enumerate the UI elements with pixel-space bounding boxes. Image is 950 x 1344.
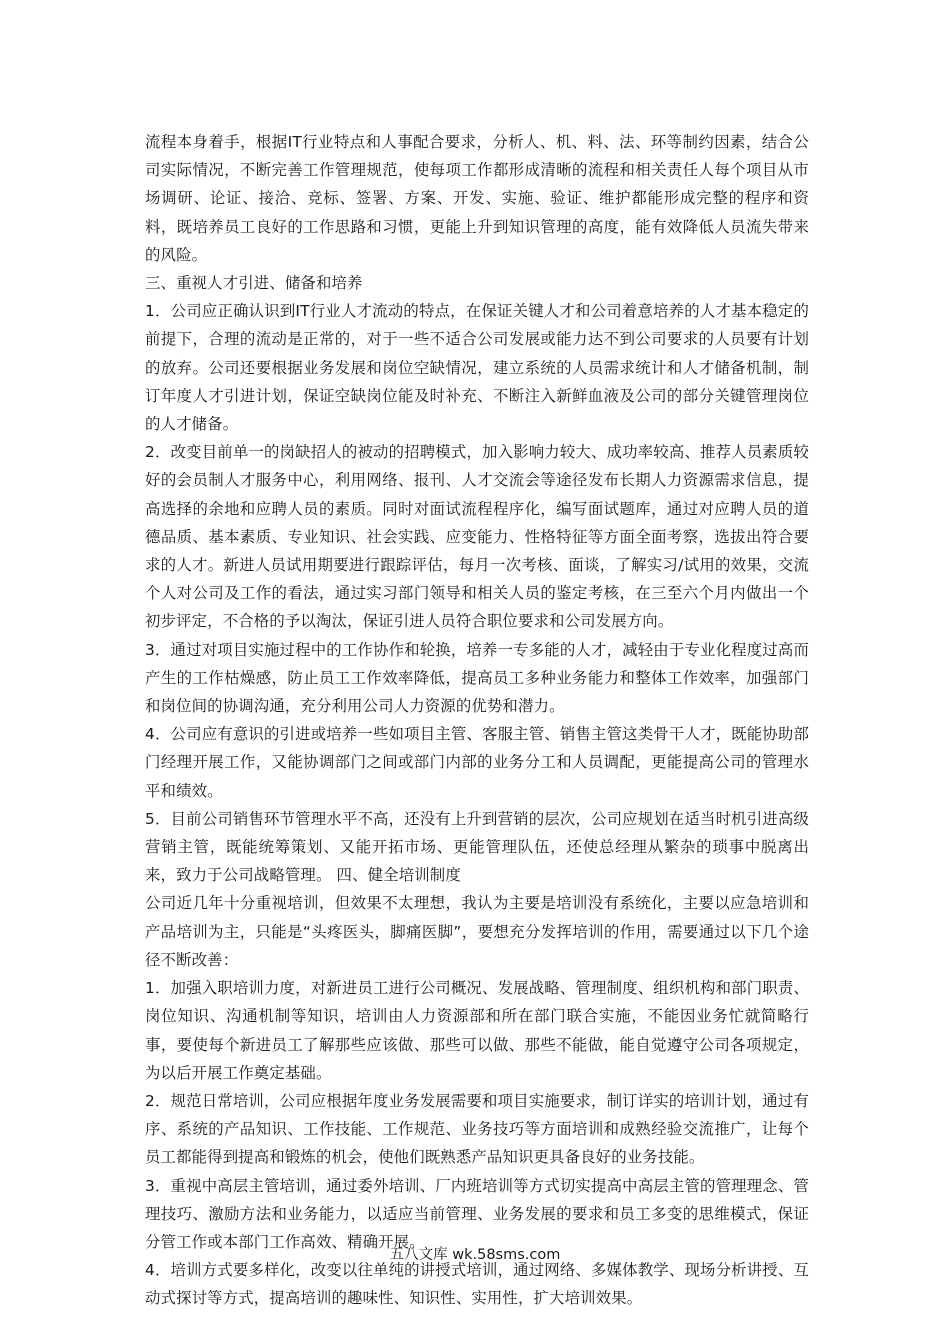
page-footer: 五八文库 wk.58sms.com bbox=[389, 1247, 561, 1263]
paragraph-talent-3: 3．通过对项目实施过程中的工作协作和轮换，培养一专多能的人才，减轻由于专业化程度过高而产生的工作枯燥感，防止员工工作效率降低，提高员工多种业务能力和整体工作效率，加强部门和岗位间的协调沟通，充分利用公司人力资源的优势和潜力。 bbox=[145, 640, 809, 716]
paragraph-training-2: 2．规范日常培训，公司应根据年度业务发展需要和项目实施要求，制订详实的培训计划，通过有序、系统的产品知识、工作技能、工作规范、业务技巧等方面培训和成熟经验交流推广，让每个员工都能得到提高和锻炼的机会，使他们既熟悉产品知识更具备良好的业务技能。 bbox=[145, 1091, 809, 1167]
paragraph-talent-5: 5．目前公司销售环节管理水平不高，还没有上升到营销的层次，公司应规划在适当时机引进高级营销主管，既能统筹策划、又能开拓市场、更能管理队伍，还使总经理从繁杂的琐事中脱离出来，致力于公司战略管理。 四、健全培训制度 bbox=[145, 809, 809, 885]
paragraph-training-intro: 公司近几年十分重视培训，但效果不太理想，我认为主要是培训没有系统化，主要以应急培训和产品培训为主，只能是“头疼医头，脚痛医脚”，要想充分发挥培训的作用，需要通过以下几个途径不断改善： bbox=[145, 894, 809, 969]
document-body bbox=[145, 128, 809, 1313]
paragraph-training-4: 4．培训方式要多样化，改变以往单纯的讲授式培训，通过网络、多媒体教学、现场分析讲授、互动式探讨等方式，提高培训的趣味性、知识性、实用性，扩大培训效果。 bbox=[145, 1261, 809, 1308]
paragraph-talent-1: 1．公司应正确认识到IT行业人才流动的特点，在保证关键人才和公司着意培养的人才基本稳定的前提下，合理的流动是正常的，对于一些不适合公司发展或能力达不到公司要求的人员要有计划的放弃。公司还要根据业务发展和岗位空缺情况，建立系统的人员需求统计和人才储备机制，制订年度人才引进计划，保证空缺岗位能及时补充、不断注入新鲜血液及公司的部分关键管理岗位的人才储备。 bbox=[145, 302, 809, 434]
paragraph-talent-2: 2．改变目前单一的岗缺招人的被动的招聘模式，加入影响力较大、成功率较高、推荐人员素质较好的会员制人才服务中心，利用网络、报刊、人才交流会等途径发布长期人力资源需求信息，提高选择的余地和应聘人员的素质。同时对面试流程程序化，编写面试题库，通过对应聘人员的道德品质、基本素质、专业知识、社会实践、应变能力、性格特征等方面全面考察，选拔出符合要求的人才。新进人员试用期要进行跟踪评估，每月一次考核、面谈，了解实习/试用的效果，交流个人对公司及工作的看法，通过实习部门领导和相关人员的鉴定考核，在三至六个月内做出一个初步评定，不合格的予以淘汰，保证引进人员符合职位要求和公司发展方向。 bbox=[145, 443, 809, 631]
paragraph-training-3: 3．重视中高层主管培训，通过委外培训、厂内班培训等方式切实提高中高层主管的管理理念、管理技巧、激励方法和业务能力，以适应当前管理、业务发展的要求和员工多变的思维模式，保证分管工作或本部门工作高效、精确开展。 bbox=[145, 1176, 809, 1251]
section-heading-talent: 三、重视人才引进、储备和培养 bbox=[145, 274, 363, 293]
paragraph-training-1: 1．加强入职培训力度，对新进员工进行公司概况、发展战略、管理制度、组织机构和部门职责、岗位知识、沟通机制等知识，培训由人力资源部和所在部门联合实施，不能因业务忙就简略行事，要使每个新进员工了解那些应该做、那些可以做、那些不能做，能自觉遵守公司各项规定，为以后开展工作奠定基础。 bbox=[145, 979, 809, 1082]
paragraph-talent-4: 4．公司应有意识的引进或培养一些如项目主管、客服主管、销售主管这类骨干人才，既能协助部门经理开展工作，又能协调部门之间或部门内部的业务分工和人员调配，更能提高公司的管理水平和绩效。 bbox=[145, 725, 809, 800]
paragraph-intro-continuation: 流程本身着手，根据IT行业特点和人事配合要求，分析人、机、料、法、环等制约因素，结合公司实际情况，不断完善工作管理规范，使每项工作都形成清晰的流程和相关责任人每个项目从市场调研、论证、接洽、竞标、签署、方案、开发、实施、验证、维护都能形成完整的程序和资料，既培养员工良好的工作思路和习惯，更能上升到知识管理的高度，能有效降低人员流失带来的风险。 bbox=[145, 133, 809, 264]
